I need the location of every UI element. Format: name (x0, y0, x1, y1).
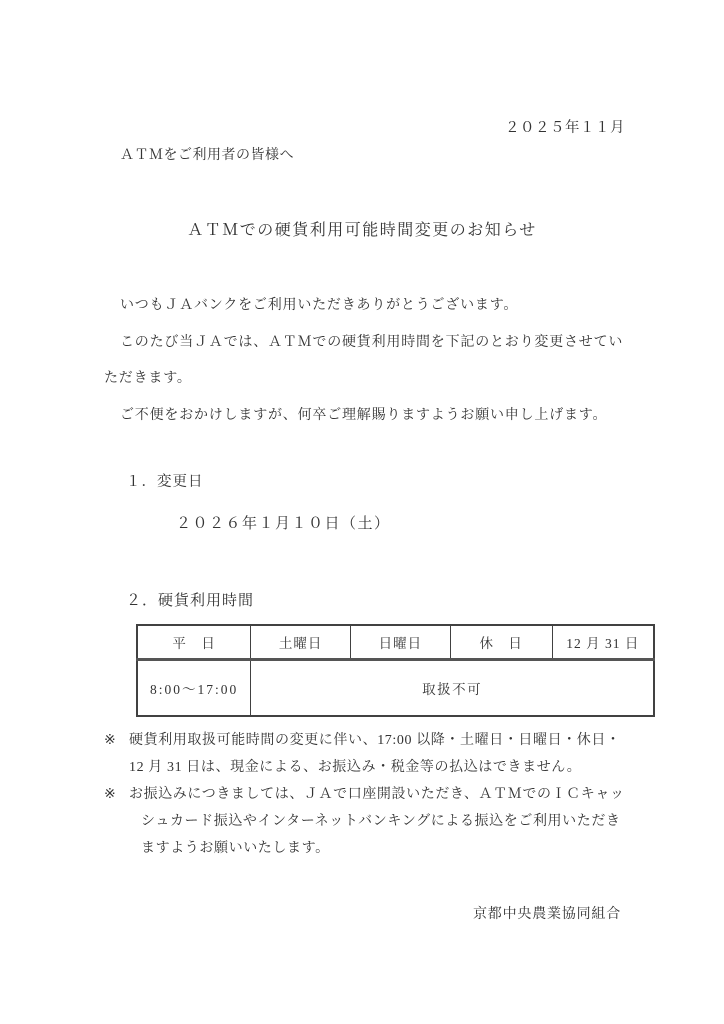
paragraph-greeting: いつもＪＡバンクをご利用いただきありがとうございます。 (120, 298, 519, 313)
note-2 (104, 781, 664, 862)
table-header-row (137, 625, 654, 660)
paragraph-change-line1: このたび当ＪＡでは、ＡＴＭでの硬貨利用時間を下記のとおり変更させてい (120, 334, 624, 350)
col-header-dec31: 12 月 31 日 (552, 625, 654, 660)
note-2-line-3: ますようお願いいたします。 (141, 841, 330, 856)
note-1 (104, 727, 664, 781)
paragraph-change-line2: ただきます。 (104, 371, 192, 386)
note-2-marker: ※ (104, 787, 117, 802)
note-1-line-2: 12 月 31 日は、現金による、お振込み・税金等の払込はできません。 (129, 760, 582, 775)
note-1-text (129, 727, 621, 781)
section2-heading: ２．硬貨利用時間 (126, 593, 255, 609)
coin-hours-table (136, 624, 655, 717)
document-title: ＡＴＭでの硬貨利用可能時間変更のお知らせ (187, 222, 537, 239)
body-paragraphs (104, 288, 656, 434)
col-header-saturday: 土曜日 (251, 625, 351, 660)
col-header-sunday: 日曜日 (351, 625, 451, 660)
unavailable-cell: 取扱不可 (251, 660, 654, 717)
section1-change-date: ２０２６年１月１０日（土） (176, 516, 391, 532)
col-header-holiday: 休 日 (450, 625, 552, 660)
weekday-hours-cell: 8:00～17:00 (137, 660, 251, 717)
col-header-weekday: 平 日 (137, 625, 251, 660)
note-1-line-1: 硬貨利用取扱可能時間の変更に伴い、17:00 以降・土曜日・日曜日・休日・ (129, 733, 621, 748)
note-1-marker: ※ (104, 733, 117, 748)
table-data-row (137, 660, 654, 717)
organization-signature: 京都中央農業協同組合 (473, 907, 621, 922)
paragraph-apology: ご不便をおかけしますが、何卒ご理解賜りますようお願い申し上げます。 (120, 407, 608, 423)
notes-section (104, 727, 664, 862)
addressee-line: ＡＴＭをご利用者の皆様へ (120, 148, 294, 163)
note-2-text (129, 781, 625, 862)
issue-date: ２０２５年１１月 (505, 120, 625, 136)
note-2-line-2: シュカード振込やインターネットバンキングによる振込をご利用いただき (141, 814, 621, 829)
note-2-line-1: お振込みにつきましては、ＪＡで口座開設いただき、ＡＴＭでのＩＣキャッ (129, 787, 625, 802)
section1-heading: １．変更日 (126, 474, 204, 490)
